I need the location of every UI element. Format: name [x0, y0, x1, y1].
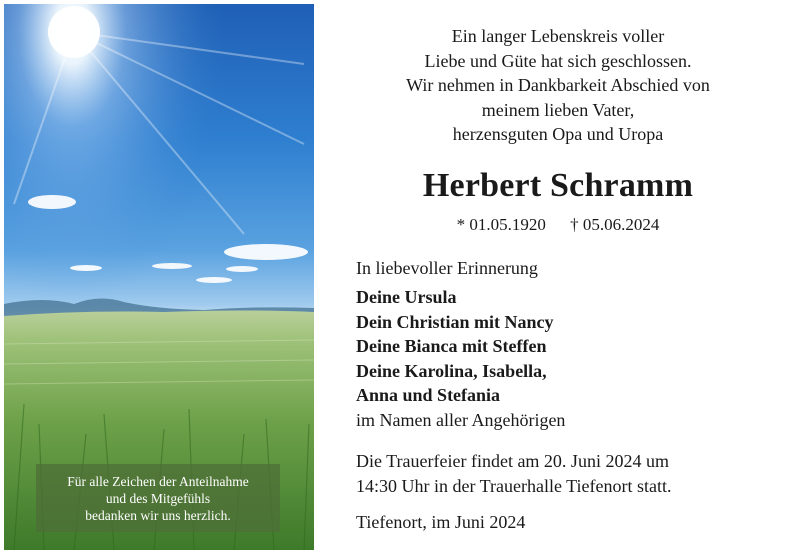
landscape-photo: [4, 4, 314, 550]
thanks-line-3: bedanken wir uns herzlich.: [85, 507, 231, 523]
intro-line-2: Liebe und Güte hat sich geschlossen.: [424, 50, 692, 71]
intro-line-1: Ein langer Lebenskreis voller: [451, 26, 665, 46]
thanks-line-2: und des Mitgefühls: [105, 490, 211, 506]
thanks-caption: [36, 464, 280, 532]
ceremony-line-2: 14:30 Uhr in der Trauerhalle Tiefenort statt.: [356, 475, 672, 496]
intro-line-5: herzensguten Opa und Uropa: [452, 124, 664, 144]
family-member: Dein Christian mit Nancy: [356, 311, 554, 332]
ceremony-line-1: Die Trauerfeier findet am 20. Juni 2024 um: [356, 451, 669, 471]
relatives-line: im Namen aller Angehörigen: [356, 409, 566, 430]
deceased-name: Herbert Schramm: [422, 167, 694, 204]
obituary-text: [330, 0, 800, 556]
family-member: Anna und Stefania: [356, 385, 501, 405]
sun-icon: [48, 6, 100, 58]
family-member: Deine Karolina, Isabella,: [356, 360, 547, 381]
memory-line: In liebevoller Erinnerung: [356, 258, 538, 278]
ceremony-info: [356, 449, 786, 498]
thanks-line-1: Für alle Zeichen der Anteilnahme: [67, 473, 249, 489]
family-list: [356, 285, 786, 432]
intro-line-4: meinem lieben Vater,: [481, 99, 635, 120]
birth-date: * 01.05.1920: [456, 215, 546, 234]
family-member: Deine Bianca mit Steffen: [356, 336, 547, 356]
life-dates: [330, 214, 786, 236]
intro-line-3: Wir nehmen in Dankbarkeit Abschied von: [406, 75, 710, 95]
place-date: Tiefenort, im Juni 2024: [356, 512, 526, 532]
death-date: † 05.06.2024: [570, 215, 660, 234]
intro-verse: [330, 24, 786, 147]
family-member: Deine Ursula: [356, 287, 457, 307]
